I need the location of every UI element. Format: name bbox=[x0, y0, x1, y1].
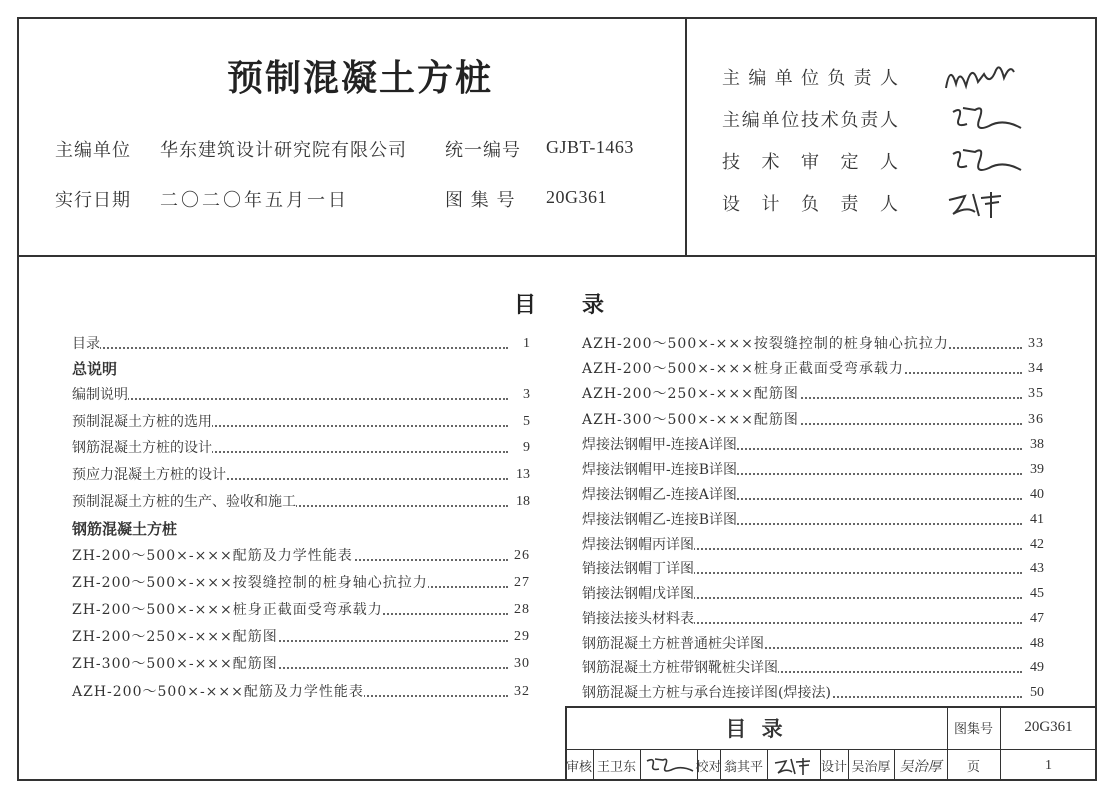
toc-entry[interactable]: AZH-200～500×-×××配筋及力学性能表 32 bbox=[72, 681, 530, 703]
header-column-divider bbox=[685, 17, 687, 256]
design-signature: 吴治厚 bbox=[899, 758, 942, 775]
toc-heading-left: 目 bbox=[514, 292, 537, 318]
page-title: 预制混凝土方桩 bbox=[226, 57, 493, 99]
toc-entry[interactable]: 销接法钢帽丁详图 43 bbox=[582, 558, 1044, 580]
toc-heading-right: 录 bbox=[582, 292, 605, 318]
toc-entry[interactable]: 焊接法钢帽乙-连接A详图 40 bbox=[582, 484, 1044, 506]
toc-entry[interactable]: ZH-200～500×-×××配筋及力学性能表 26 bbox=[72, 545, 530, 567]
toc-entry[interactable]: AZH-200～250×-×××配筋图 35 bbox=[582, 383, 1044, 405]
toc-entry[interactable]: ZH-200～500×-×××桩身正截面受弯承载力 28 bbox=[72, 599, 530, 621]
atlas-value: 20G361 bbox=[546, 187, 607, 207]
date-label: 实行日期 bbox=[55, 190, 131, 211]
toc-section-heading: 钢筋混凝土方桩 bbox=[72, 520, 178, 538]
design-label: 设计 bbox=[820, 760, 847, 775]
toc-entry[interactable]: 钢筋混凝土方桩与承台连接详图(焊接法) 50 bbox=[582, 682, 1044, 704]
serial-label: 统一编号 bbox=[445, 140, 521, 161]
title-block-atlas-label: 图集号 bbox=[953, 722, 993, 737]
serial-value: GJBT-1463 bbox=[546, 137, 634, 157]
editor-value: 华东建筑设计研究院有限公司 bbox=[160, 140, 407, 161]
signatory-row-1 bbox=[722, 64, 898, 90]
toc-section-heading: 总说明 bbox=[72, 360, 118, 378]
toc-entry[interactable]: 预制混凝土方桩的生产、验收和施工 18 bbox=[72, 491, 530, 513]
signature-image bbox=[945, 144, 1030, 180]
page-number: 1 bbox=[1045, 757, 1052, 773]
signatory-row-3 bbox=[722, 148, 898, 174]
signature-image bbox=[940, 56, 1020, 96]
toc-entry[interactable]: 销接法接头材料表 47 bbox=[582, 608, 1044, 630]
editor-label: 主编单位 bbox=[55, 140, 131, 161]
toc-entry[interactable]: 销接法钢帽戊详图 45 bbox=[582, 583, 1044, 605]
toc-entry[interactable]: 焊接法钢帽甲-连接A详图 38 bbox=[582, 434, 1044, 456]
atlas-label: 图 集 号 bbox=[445, 190, 516, 211]
toc-entry[interactable]: 钢筋混凝土方桩普通桩尖详图 48 bbox=[582, 633, 1044, 655]
toc-entry[interactable]: 焊接法钢帽甲-连接B详图 39 bbox=[582, 459, 1044, 481]
signatory-role: 技术审定人 bbox=[722, 152, 898, 173]
toc-entry[interactable]: 预制混凝土方桩的选用 5 bbox=[72, 411, 530, 433]
signatory-row-4 bbox=[722, 190, 898, 216]
page-label: 页 bbox=[966, 760, 980, 775]
signatory-role: 主编单位技术负责人 bbox=[722, 110, 898, 131]
signature-image bbox=[945, 186, 1015, 222]
review-signature bbox=[640, 750, 697, 781]
check-signature bbox=[767, 750, 820, 781]
design-name: 吴治厚 bbox=[851, 760, 891, 775]
date-value: 二〇二〇年五月一日 bbox=[160, 190, 349, 211]
toc-entry[interactable]: AZH-200～500×-×××桩身正截面受弯承载力 34 bbox=[582, 358, 1044, 380]
toc-entry[interactable]: ZH-300～500×-×××配筋图 30 bbox=[72, 653, 530, 675]
toc-entry[interactable]: 钢筋混凝土方桩带钢靴桩尖详图 49 bbox=[582, 657, 1044, 679]
toc-entry[interactable]: ZH-200～500×-×××按裂缝控制的桩身轴心抗拉力 27 bbox=[72, 572, 530, 594]
review-label: 审核 bbox=[565, 760, 592, 775]
signature-image bbox=[945, 102, 1030, 138]
check-name: 翁其平 bbox=[723, 760, 763, 775]
toc-entry[interactable]: 钢筋混凝土方桩的设计 9 bbox=[72, 437, 530, 459]
title-block-atlas-value: 20G361 bbox=[1024, 719, 1073, 735]
toc-entry[interactable]: 编制说明 3 bbox=[72, 384, 530, 406]
signatory-row-2 bbox=[722, 106, 898, 132]
toc-entry[interactable]: 目录 1 bbox=[72, 333, 530, 355]
toc-entry[interactable]: AZH-300～500×-×××配筋图 36 bbox=[582, 409, 1044, 431]
toc-entry[interactable]: 焊接法钢帽乙-连接B详图 41 bbox=[582, 509, 1044, 531]
review-name: 王卫东 bbox=[596, 760, 636, 775]
toc-entry[interactable]: AZH-200～500×-×××按裂缝控制的桩身轴心抗拉力 33 bbox=[582, 333, 1044, 355]
title-block-title: 目 录 bbox=[725, 715, 787, 741]
signatory-role: 主编单位负责人 bbox=[722, 68, 898, 89]
header-divider bbox=[17, 255, 1097, 257]
toc-entry[interactable]: 焊接法钢帽丙详图 42 bbox=[582, 534, 1044, 556]
check-label: 校对 bbox=[695, 760, 722, 775]
toc-entry[interactable]: ZH-200～250×-×××配筋图 29 bbox=[72, 626, 530, 648]
toc-entry[interactable]: 预应力混凝土方桩的设计 13 bbox=[72, 464, 530, 486]
signatory-role: 设计负责人 bbox=[722, 194, 898, 215]
